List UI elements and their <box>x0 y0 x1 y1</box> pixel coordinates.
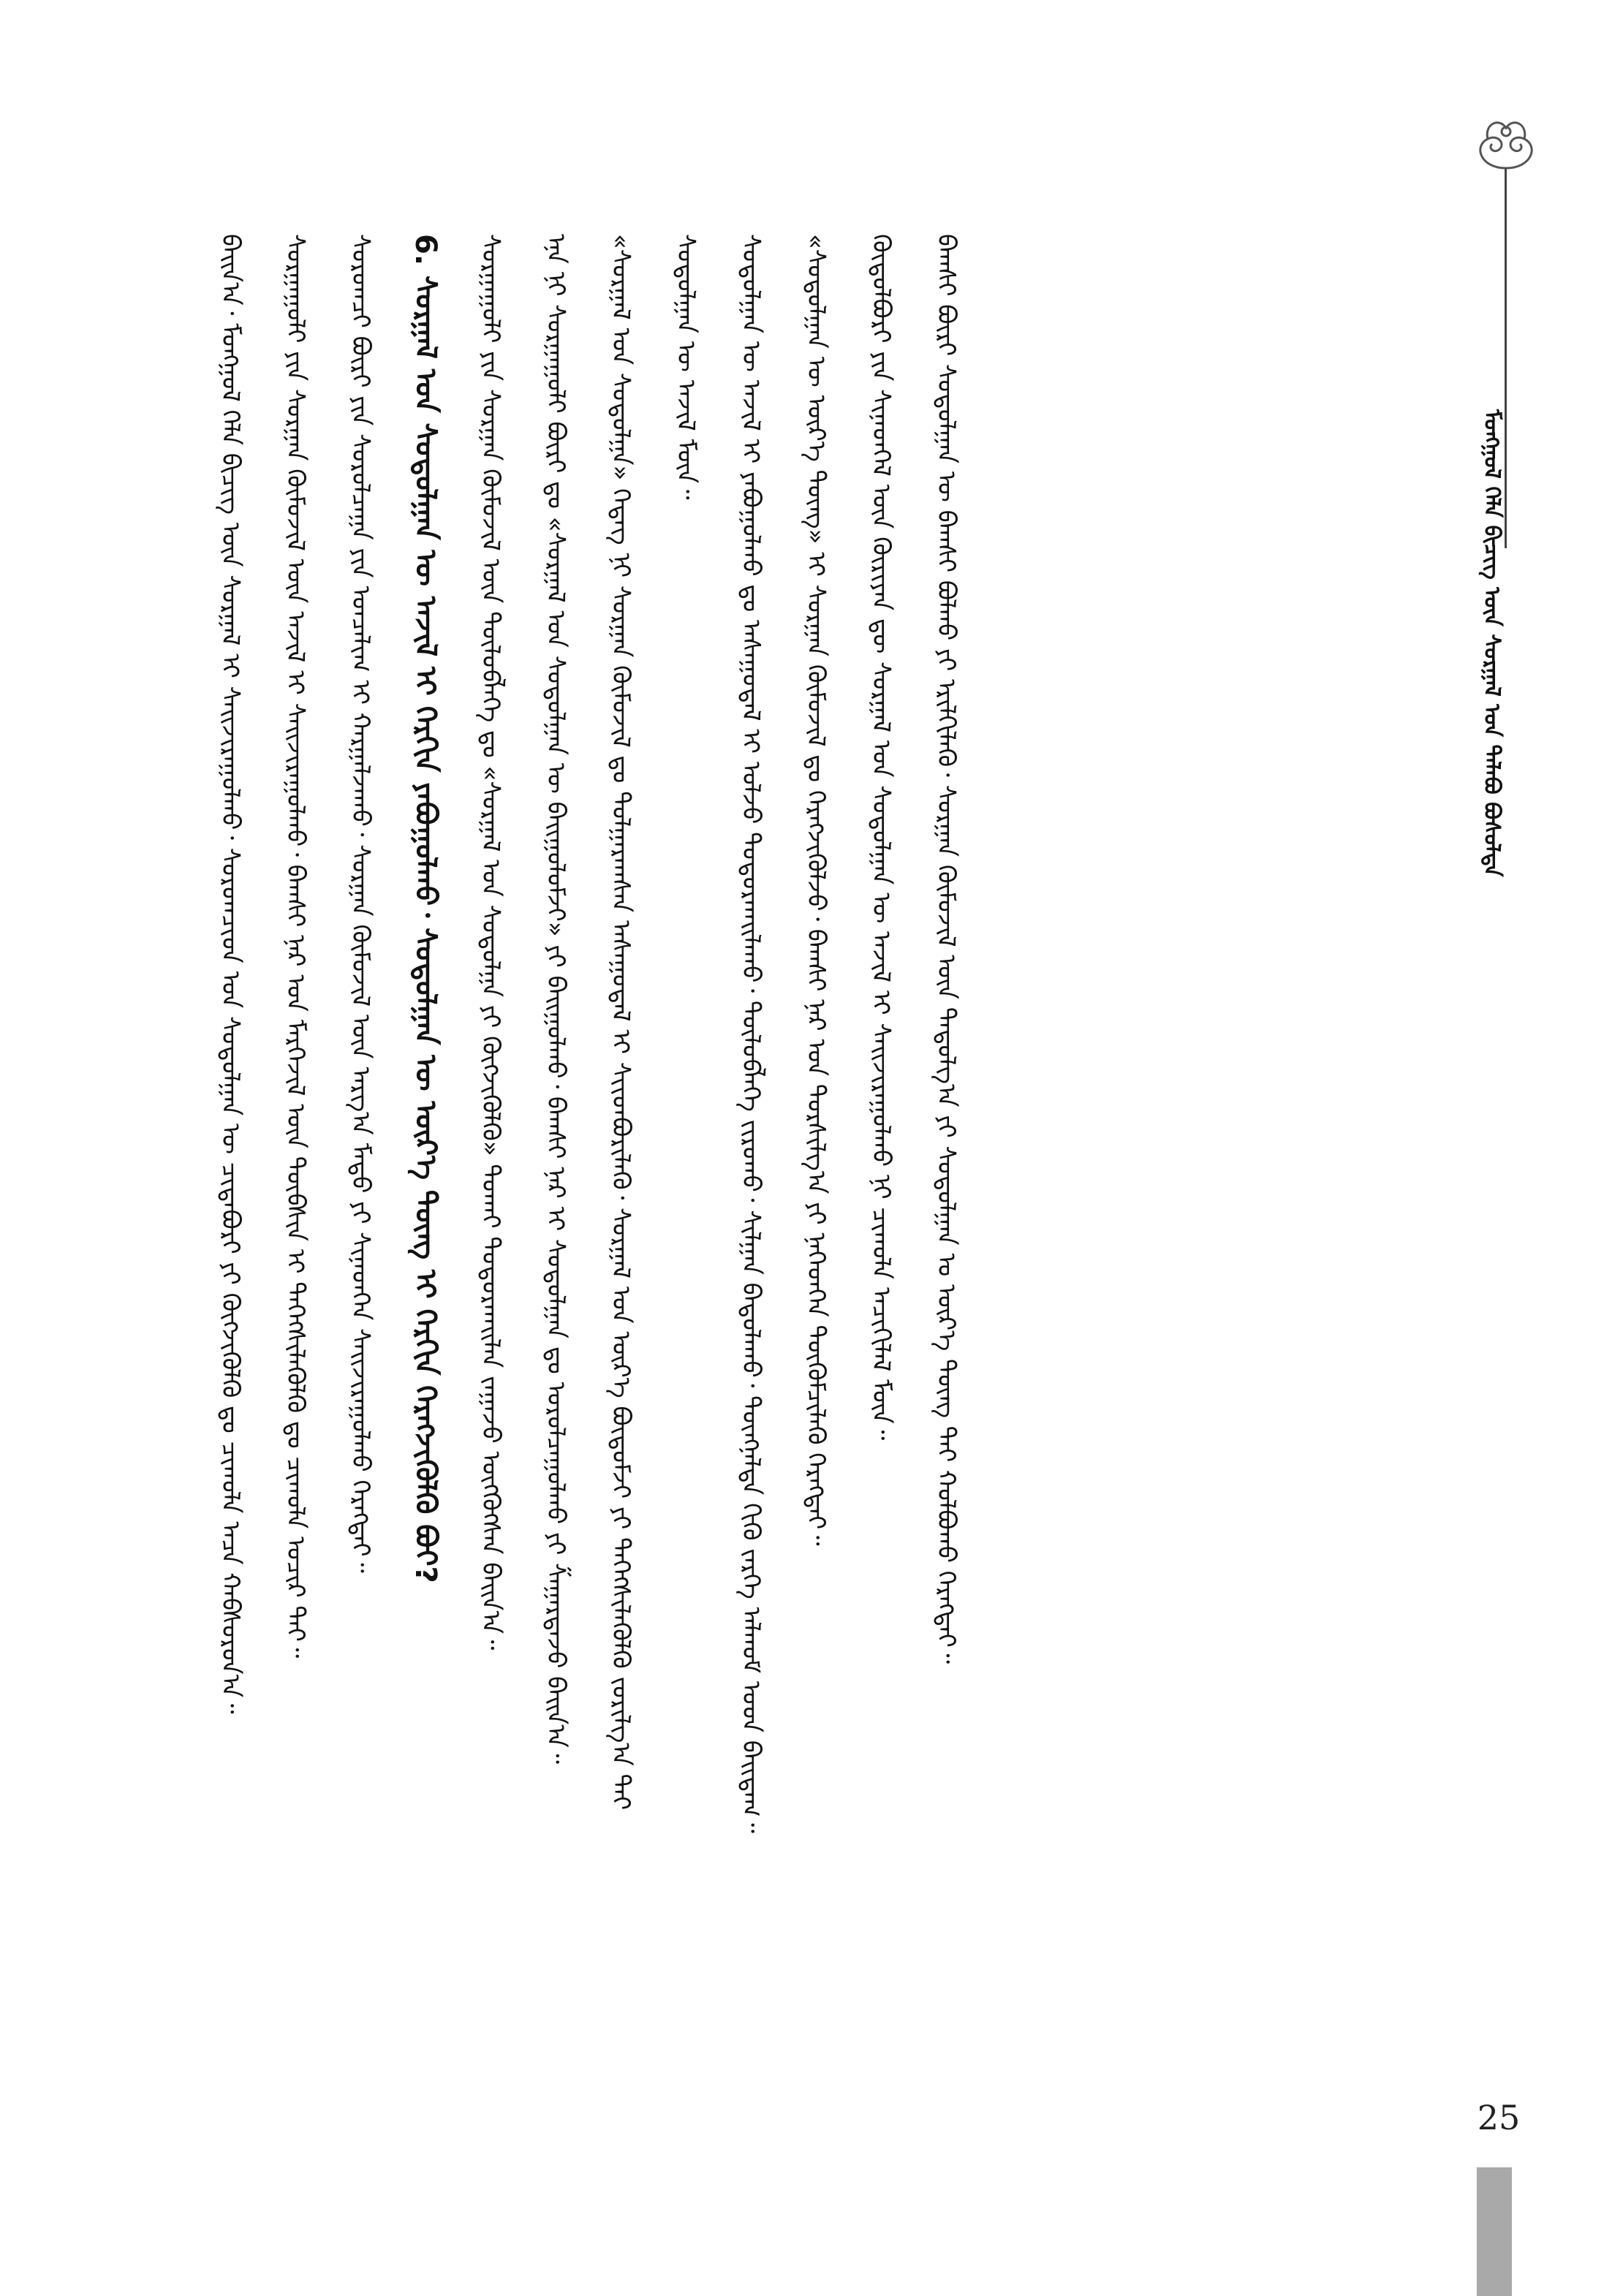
paragraph: ᠰᠤᠷᠤᠭᠴᠢ ᠪᠦᠷᠢ ᠶᠢᠨ ᠰᠤᠷᠤᠯᠴᠠᠭᠠ ᠶᠢᠨ ᠤᠨᠴᠠᠯᠢᠭ ᠢ ᠬᠠᠷᠭᠠᠯᠵᠠᠬᠤ᠂ ᠰᠤᠷᠭᠠᠨ ᠬᠦᠮᠦᠵᠢᠯ ᠦᠨ ᠠᠷᠭ᠎ᠠ ᠮᠡᠲᠦ ᠶᠢ ᠰᠢᠨᠡᠳᠬᠡᠨ ᠰᠠᠢᠵᠢᠷᠠᠭᠤᠯᠬᠤ ᠬᠡᠷᠡᠭᠲᠡᠢ᠃ <box>346 234 375 1573</box>
page-edge-tab <box>1477 2167 1512 2296</box>
paragraph: «ᠰᠤᠳᠤᠯᠭᠠᠨ ᠦ ᠦᠷ᠎ᠡ ᠳᠦᠩ» ᠢ ᠰᠤᠷᠭᠠᠨ ᠬᠦᠮᠦᠵᠢᠯ ᠳᠤ ᠬᠡᠷᠡᠭᠵᠢᠭᠦᠯᠵᠦ᠂ ᠪᠠᠭᠰᠢ ᠨᠠᠷ ᠤᠨ ᠲᠤᠷᠰᠢᠯᠭ᠎ᠠ ᠶᠢ ᠨᠡᠭᠡᠳᠬᠡᠨ ᠳᠦᠭᠦᠮᠴᠢᠯᠡᠬᠦ ᠬᠡᠷᠡᠭᠲᠡᠢ᠃ <box>801 234 831 1546</box>
paragraph: ᠰᠤᠳᠤᠯᠭᠠᠨ ᠦ ᠠᠵᠢᠯ ᠢ ᠶᠠᠪᠤᠭᠤᠯᠬᠤ ᠳᠤ ᠠᠰᠠᠭᠤᠳᠠᠯ ᠢ ᠣᠯᠵᠤ ᠲᠣᠳᠣᠷᠬᠠᠢᠯᠠᠬᠤ᠂ ᠲᠥᠯᠥᠪᠯᠡᠭᠡ ᠵᠢᠷᠤᠬᠤ᠂ ᠰᠢᠯᠭᠠᠨ ᠪᠠᠲᠤᠯᠠᠬᠤ᠂ ᠳᠦᠩᠨᠡᠯᠲᠡ ᠬᠢᠬᠦ ᠵᠡᠷᠭᠡ ᠠᠯᠬᠤᠮ ᠤᠳ ᠪᠠᠢᠳᠠᠭ᠃ <box>736 234 765 1833</box>
body-text <box>197 234 1374 1886</box>
paragraph: ᠡᠨᠡ ᠨᠢ ᠰᠤᠷᠭᠠᠭᠤᠯᠢ ᠪᠦᠷᠢ ᠳᠤ «ᠰᠤᠷᠭᠠᠯ ᠤᠨ ᠰᠤᠳᠤᠯᠭᠠᠨ ᠦ ᠪᠠᠢᠭᠤᠯᠤᠮᠵᠢ» ᠶᠢ ᠪᠠᠢᠭᠤᠯᠬᠤ᠂ ᠪᠠᠭᠰᠢ ᠨᠠᠷ ᠢ ᠰᠤᠳᠤᠯᠭᠠᠨ ᠳᠤ ᠣᠷᠣᠯᠴᠠᠭᠤᠯᠬᠤ ᠶᠢ ᠱᠠᠭᠠᠷᠳᠠᠵᠤ ᠪᠠᠢᠨ᠎ᠠ᠃ <box>541 234 570 1765</box>
paragraph: «ᠰᠤᠷᠭᠠᠯ ᠤᠨ ᠰᠤᠳᠤᠯᠭᠠ» ᠭᠡᠳᠡᠭ ᠨᠢ ᠰᠤᠷᠭᠠᠨ ᠬᠦᠮᠦᠵᠢᠯ ᠳᠤ ᠲᠤᠯᠭᠠᠷᠠᠭᠰᠠᠨ ᠠᠰᠠᠭᠤᠳᠠᠯ ᠢ ᠰᠢᠢᠳᠪᠦᠷᠢᠯᠡᠬᠦ᠂ ᠰᠤᠷᠭᠠᠯ ᠤᠨ ᠦᠷ᠎ᠡ ᠪᠦᠲᠦᠮᠵᠢ ᠶᠢ ᠳᠡᠭᠡᠭᠰᠢᠯᠡᠭᠦᠯᠬᠦ ᠵᠣᠷᠢᠯᠭ᠎ᠠ ᠲᠠᠢ ᠰᠤᠳᠤᠯᠭᠠᠨ ᠦ ᠠᠵᠢᠯ ᠮᠥᠨ᠃ <box>606 234 700 1811</box>
paragraph: ᠪᠠᠭᠰᠢ ᠪᠦᠷᠢ ᠰᠤᠳᠤᠯᠭᠠᠨ ᠦ ᠪᠠᠭᠰᠢ ᠪᠣᠯᠬᠤ ᠶᠢ ᠡᠷᠢᠯᠬᠢᠯᠡᠬᠦ᠂ ᠰᠤᠷᠭᠠᠨ ᠬᠦᠮᠦᠵᠢᠯ ᠦᠨ ᠳᠠᠳᠤᠯᠭ᠎ᠠ ᠶᠢ ᠰᠤᠳᠤᠯᠭᠠᠨ ᠤ ᠦᠷ᠎ᠡ ᠳᠦᠩ ᠲᠡᠢ ᠬᠣᠯᠪᠣᠬᠤ ᠬᠡᠷᠡᠭᠲᠡᠢ᠃ <box>931 234 961 1664</box>
running-header: ᠮᠣᠩᠭᠣᠯ ᠬᠡᠯᠡ ᠪᠢᠴᠢᠭ ᠦᠨ ᠰᠤᠷᠭᠠᠯ ᠤᠨ ᠲᠡᠯᠡᠪᠦ ᠪᠤᠰᠤᠯᠲᠠ <box>1479 409 1505 877</box>
page-number: 25 <box>1477 2098 1521 2137</box>
section-heading: 6. ᠰᠤᠷᠭᠠᠯ ᠤᠨ ᠰᠤᠳᠤᠯᠭᠠᠨ ᠦ ᠠᠵᠢᠯ ᠢ ᠬᠡᠷᠬᠢᠨ ᠶᠠᠪᠤᠭᠤᠯᠬᠤ᠂ ᠰᠤᠳᠤᠯᠭᠠᠨ ᠦ ᠦᠷ᠎ᠡ ᠳᠦᠩ ᠢ ᠬᠡᠷᠬᠢᠨ ᠬᠡᠷᠡᠭᠵᠢᠭᠦᠯᠬᠦ ᠪᠤᠢ? <box>409 234 442 1583</box>
header-ornament-icon <box>1466 110 1546 175</box>
paragraph: ᠬᠥᠲᠦᠯᠪᠦᠷᠢ ᠶᠢᠨ ᠰᠢᠨᠡᠳᠭᠡᠯ ᠦᠨ ᠬᠦᠷᠢᠶᠡᠨ ᠳᠦ ᠰᠤᠷᠭᠠᠯ ᠤᠨ ᠰᠤᠳᠤᠯᠭᠠᠨ ᠦ ᠠᠵᠢᠯ ᠢ ᠰᠠᠢᠵᠢᠷᠠᠭᠤᠯᠬᠤ ᠨᠢ ᠴᠢᠬᠤᠯᠠ ᠠᠴᠢᠬᠢᠯᠠᠯ ᠮᠥᠨ᠃ <box>866 234 896 1441</box>
paragraph: ᠪᠠᠢᠨ᠎ᠠ᠂ ᠮᠣᠩᠭᠣᠯ ᠬᠡᠯᠡ ᠪᠢᠴᠢᠭ ᠦᠨ ᠰᠤᠷᠭᠠᠯ ᠢ ᠰᠠᠢᠵᠢᠷᠠᠭᠤᠯᠬᠤ᠂ ᠰᠤᠷᠤᠭᠴᠢᠳ ᠤᠨ ᠰᠤᠳᠤᠯᠭᠠᠨ ᠦ ᠴᠢᠳᠠᠪᠤᠷᠢ ᠶᠢ ᠬᠥᠭᠵᠢᠭᠦᠯᠬᠦ ᠳᠤ ᠴᠢᠬᠤᠯᠠ ᠠᠴᠠ ᠬᠠᠪᠰᠤᠷᠤᠨ᠎ᠠ᠃ <box>216 234 245 1714</box>
paragraph: ᠰᠤᠷᠭᠠᠭᠤᠯᠢ ᠶᠢᠨ ᠰᠤᠷᠭᠠᠨ ᠬᠦᠮᠦᠵᠢᠯ ᠦᠨ ᠠᠵᠢᠯ ᠢ ᠰᠠᠢᠵᠢᠷᠠᠭᠤᠯᠬᠤ᠂ ᠪᠠᠭᠰᠢ ᠨᠠᠷ ᠤᠨ ᠮᠡᠷᠭᠡᠵᠢᠯ ᠦᠨ ᠳᠦᠪᠰᠢᠨ ᠢ ᠳᠡᠭᠡᠭᠰᠢᠯᠡᠭᠦᠯᠬᠦ ᠳᠤ ᠴᠢᠬᠤᠯᠠ ᠤᠴᠢᠷ ᠲᠠᠢ᠃ <box>281 234 310 1659</box>
paragraph: ᠰᠤᠷᠭᠠᠭᠤᠯᠢ ᠶᠢᠨ ᠰᠤᠷᠭᠠᠨ ᠬᠦᠮᠦᠵᠢᠯ ᠦᠨ ᠲᠥᠯᠥᠪᠯᠡᠭᠡ ᠳᠤ «ᠰᠤᠷᠭᠠᠯ ᠤᠨ ᠰᠤᠳᠤᠯᠭᠠ ᠶᠢ ᠬᠥᠭᠵᠢᠭᠦᠯᠬᠦ» ᠲᠤᠬᠠᠢ ᠲᠣᠳᠣᠷᠬᠠᠢᠯᠠᠨ ᠵᠠᠭᠠᠵᠤ ᠥᠭᠭᠦᠭᠰᠡᠨ ᠪᠠᠢᠨ᠎ᠠ᠃ <box>476 234 505 1651</box>
